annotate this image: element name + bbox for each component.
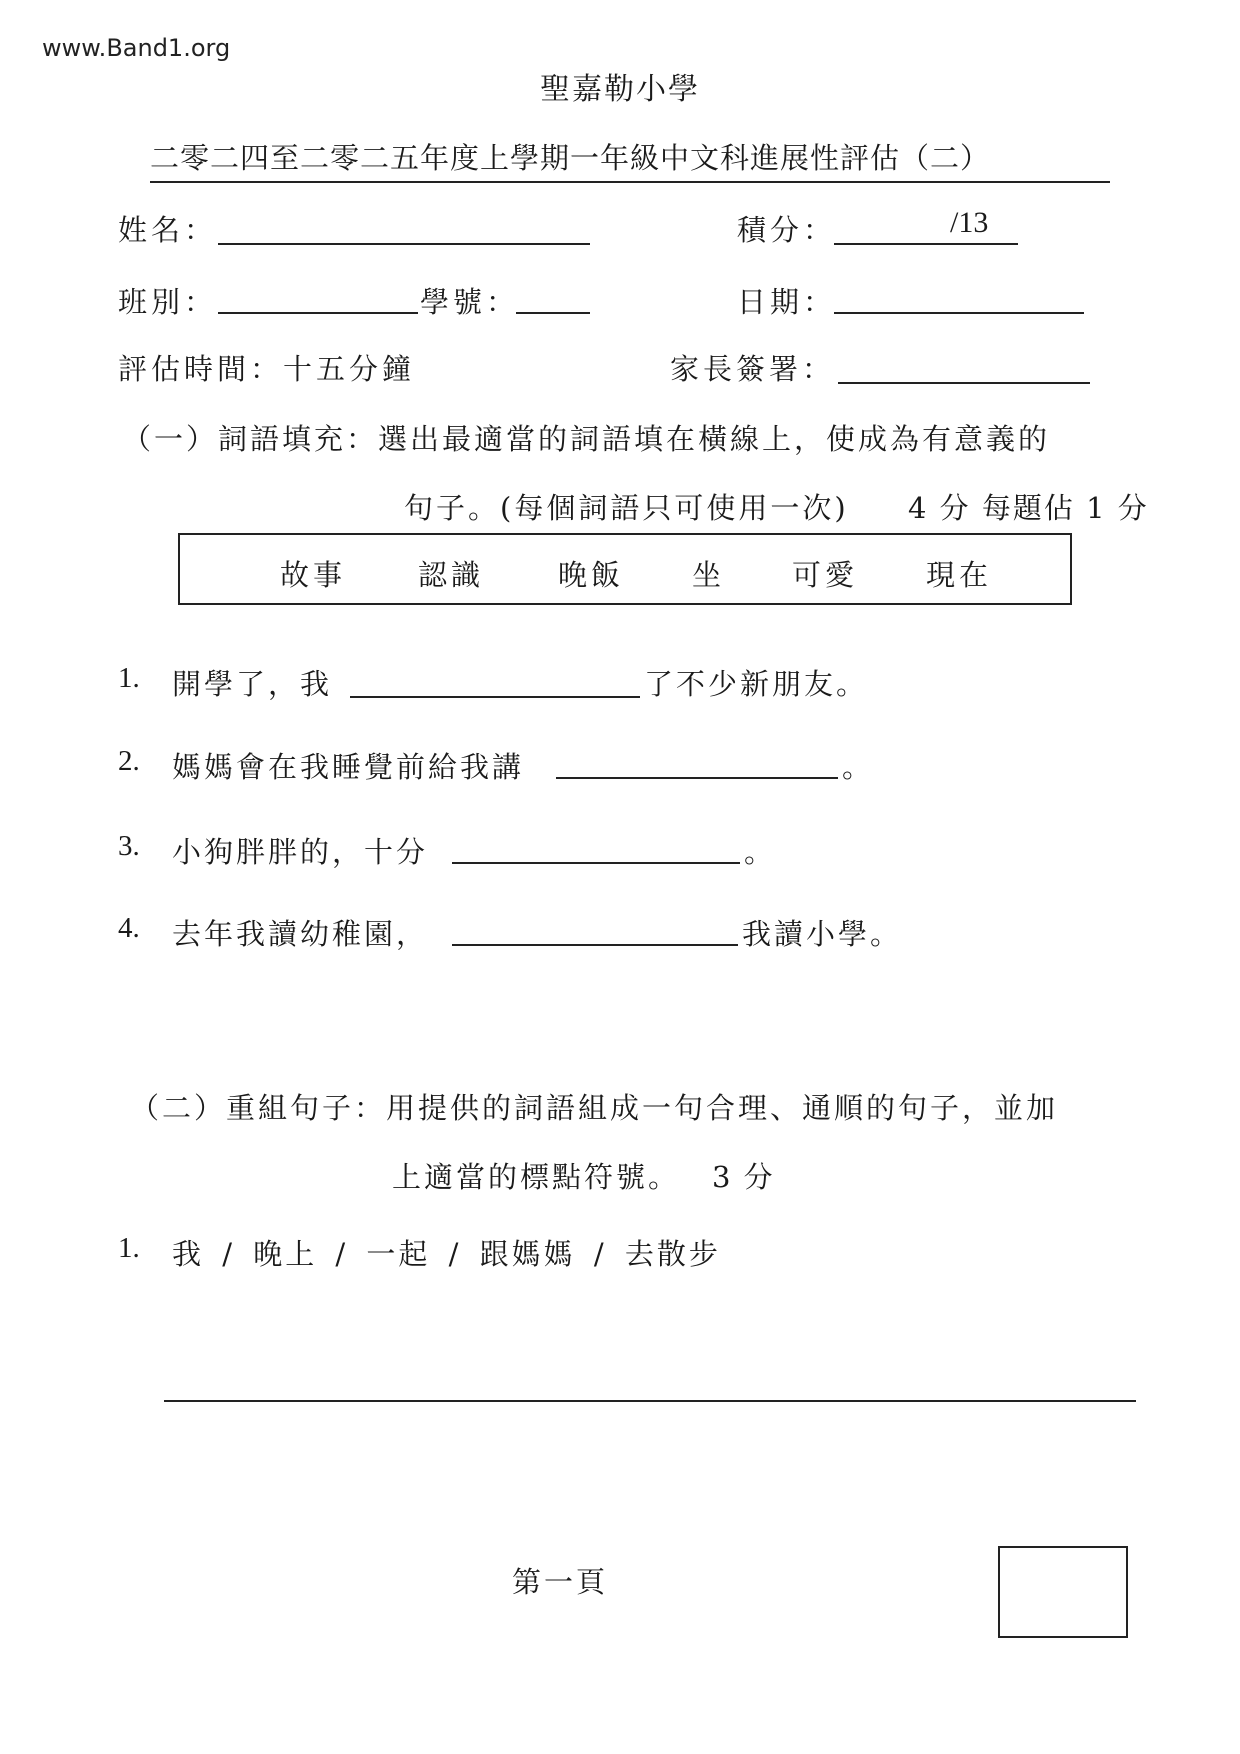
question-text: 我讀小學。 (742, 917, 903, 951)
word-bank-item: 故事 (280, 558, 347, 592)
answer-blank[interactable] (556, 777, 838, 779)
answer-blank[interactable] (452, 944, 738, 946)
score-label: 積分： (737, 213, 837, 247)
question-number: 2. (118, 745, 140, 777)
question-number: 1. (118, 662, 140, 694)
page-score-box[interactable] (998, 1546, 1128, 1638)
question-text: 去年我讀幼稚園， (172, 917, 429, 951)
question-text: 媽媽會在我睡覺前給我講 (172, 750, 525, 784)
section2-heading: （二）重組句子：用提供的詞語組成一句合理、通順的句子，並加 (130, 1091, 1059, 1125)
score-field[interactable] (834, 243, 1018, 245)
word-bank-item: 現在 (926, 558, 993, 592)
question-text: 小狗胖胖的，十分 (172, 835, 429, 869)
parent-signature-label: 家長簽署： (670, 352, 836, 386)
word-bank-item: 認識 (418, 558, 485, 592)
question-text: 開學了，我 (172, 667, 333, 701)
score-total: /13 (950, 206, 989, 239)
question-text: 。 (842, 750, 875, 784)
section1-heading: （一）詞語填充：選出最適當的詞語填在橫線上，使成為有意義的 (122, 422, 1051, 456)
word-bank (178, 533, 1072, 605)
section2-heading-cont: 上適當的標點符號。 (392, 1160, 681, 1194)
name-field[interactable] (218, 243, 590, 245)
exam-title: 二零二四至二零二五年度上學期一年級中文科進展性評估（二） (150, 136, 1110, 183)
class-field[interactable] (218, 312, 418, 314)
question-number: 4. (118, 912, 140, 944)
question-text: 了不少新朋友。 (644, 667, 869, 701)
student-no-label: 學號： (420, 285, 520, 319)
section1-heading-cont: 句子。(每個詞語只可使用一次) (404, 491, 849, 525)
date-label: 日期： (737, 285, 837, 319)
question-text: 我 / 晚上 / 一起 / 跟媽媽 / 去散步 (172, 1237, 721, 1271)
word-bank-item: 坐 (692, 558, 726, 592)
word-bank-item: 晚飯 (558, 558, 625, 592)
answer-blank[interactable] (452, 862, 740, 864)
student-no-field[interactable] (516, 312, 590, 314)
word-bank-item: 可愛 (792, 558, 859, 592)
time-label: 評估時間：十五分鐘 (118, 352, 416, 386)
section1-marks: 4 分 每題佔 1 分 (908, 491, 1149, 525)
section2-marks: 3 分 (712, 1160, 775, 1194)
answer-blank[interactable] (350, 696, 640, 698)
question-text: 。 (744, 835, 777, 869)
question-number: 3. (118, 830, 140, 862)
class-label: 班別： (118, 285, 218, 319)
question-number: 1. (118, 1232, 140, 1264)
date-field[interactable] (834, 312, 1084, 314)
school-name: 聖嘉勒小學 (540, 72, 700, 107)
name-label: 姓名： (118, 213, 218, 247)
answer-line[interactable] (164, 1400, 1136, 1402)
parent-signature-field[interactable] (838, 382, 1090, 384)
watermark: www.Band1.org (42, 34, 231, 62)
page-number: 第一頁 (512, 1565, 609, 1599)
